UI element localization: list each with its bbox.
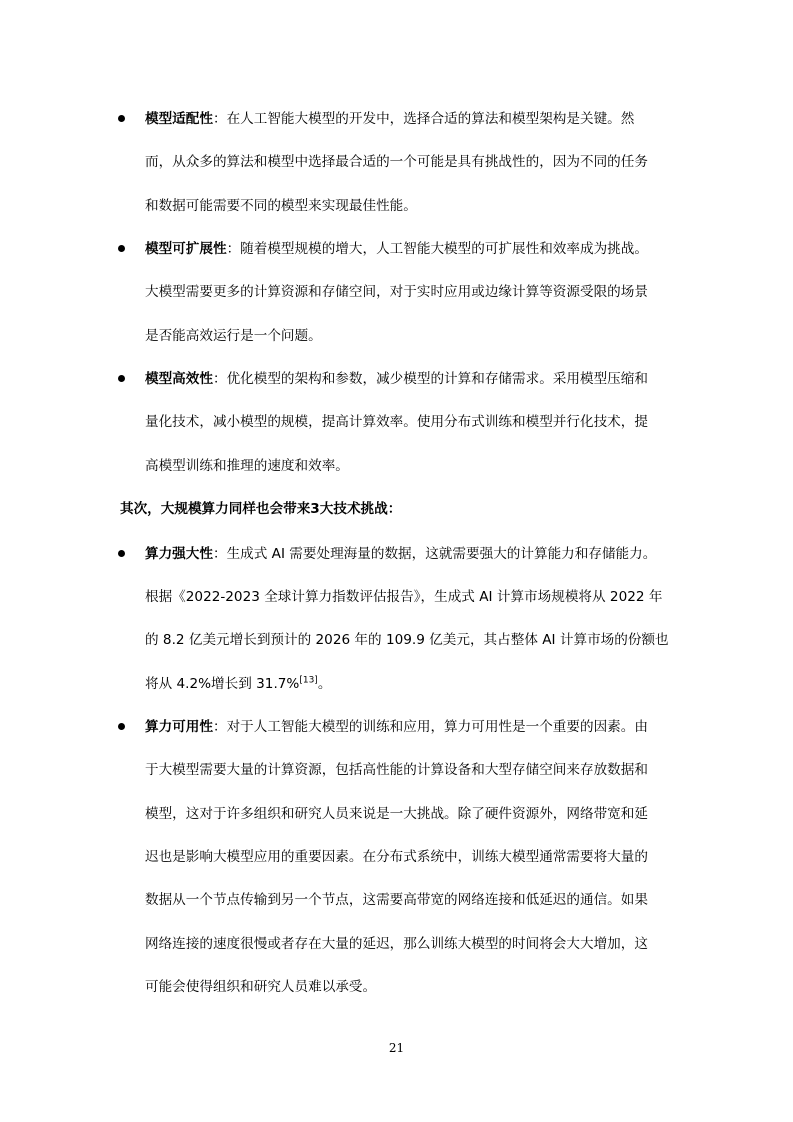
list-item-line: 根据《2022-2023 全球计算力指数评估报告》，生成式 AI 计算市场规模将从 2022 年 [145, 589, 663, 605]
list-item-text: 对于人工智能大模型的训练和应用，算力可用性是一个重要的因素。由 [226, 719, 648, 735]
list-item-term: 模型可扩展性 [145, 241, 227, 257]
list-item-line [145, 239, 675, 259]
list-item-line [145, 369, 675, 389]
list-item-line [145, 717, 675, 737]
list-item-line: 迟也是影响大模型应用的重要因素。在分布式系统中，训练大模型通常需要将大量的 [145, 849, 648, 865]
list-item-term: 算力强大性 [145, 546, 213, 562]
term-separator: ： [212, 719, 227, 735]
list-item-text: 生成式 AI 需要处理海量的数据，这就需要强大的计算能力和存储能力。 [226, 546, 657, 562]
bullet-icon [118, 115, 125, 122]
list-item-term: 模型适配性 [145, 111, 213, 127]
bullet-icon [118, 245, 125, 252]
list-item-line [145, 109, 675, 129]
list-item-text: 优化模型的架构和参数，减少模型的计算和存储需求。采用模型压缩和 [226, 371, 648, 387]
section-heading: 其次，大规模算力同样也会带来3大技术挑战： [120, 501, 402, 517]
bullet-icon [118, 550, 125, 557]
list-item-text: 。 [317, 676, 332, 692]
term-separator: ： [226, 241, 241, 257]
list-item-line: 而，从众多的算法和模型中选择最合适的一个可能是具有挑战性的，因为不同的任务 [145, 154, 648, 170]
list-item-line: 模型，这对于许多组织和研究人员来说是一大挑战。除了硬件资源外，网络带宽和延 [145, 806, 648, 822]
bullet-icon [118, 723, 125, 730]
list-item-term: 模型高效性 [145, 371, 213, 387]
term-separator: ： [212, 371, 227, 387]
list-item-line: 高模型训练和推理的速度和效率。 [145, 458, 349, 474]
list-item-term: 算力可用性 [145, 719, 213, 735]
term-separator: ： [212, 111, 227, 127]
term-separator: ： [212, 546, 227, 562]
list-item-line: 大模型需要更多的计算资源和存储空间，对于实时应用或边缘计算等资源受限的场景 [145, 284, 648, 300]
list-item-line: 的 8.2 亿美元增长到预计的 2026 年的 109.9 亿美元，其占整体 AI 计算市场的份额也 [145, 632, 669, 648]
list-item-text: 将从 4.2%增长到 31.7% [145, 676, 300, 692]
list-item-line [145, 544, 675, 564]
list-item-line: 是否能高效运行是一个问题。 [145, 328, 322, 344]
list-item-line: 和数据可能需要不同的模型来实现最佳性能。 [145, 198, 417, 214]
list-item-line: 可能会使得组织和研究人员难以承受。 [145, 979, 377, 995]
list-item-line: 量化技术，减小模型的规模，提高计算效率。使用分布式训练和模型并行化技术，提 [145, 414, 648, 430]
bullet-icon [118, 375, 125, 382]
list-item-line: 数据从一个节点传输到另一个节点，这需要高带宽的网络连接和低延迟的通信。如果 [145, 892, 648, 908]
list-item-text: 随着模型规模的增大，人工智能大模型的可扩展性和效率成为挑战。 [240, 241, 648, 257]
list-item-line [145, 674, 675, 694]
page-number: 21 [388, 1041, 405, 1055]
citation-reference: [13] [299, 675, 318, 686]
list-item-line: 网络连接的速度很慢或者存在大量的延迟，那么训练大模型的时间将会大大增加，这 [145, 936, 648, 952]
list-item-line: 于大模型需要大量的计算资源，包括高性能的计算设备和大型存储空间来存放数据和 [145, 762, 648, 778]
list-item-text: 在人工智能大模型的开发中，选择合适的算法和模型架构是关键。然 [226, 111, 635, 127]
